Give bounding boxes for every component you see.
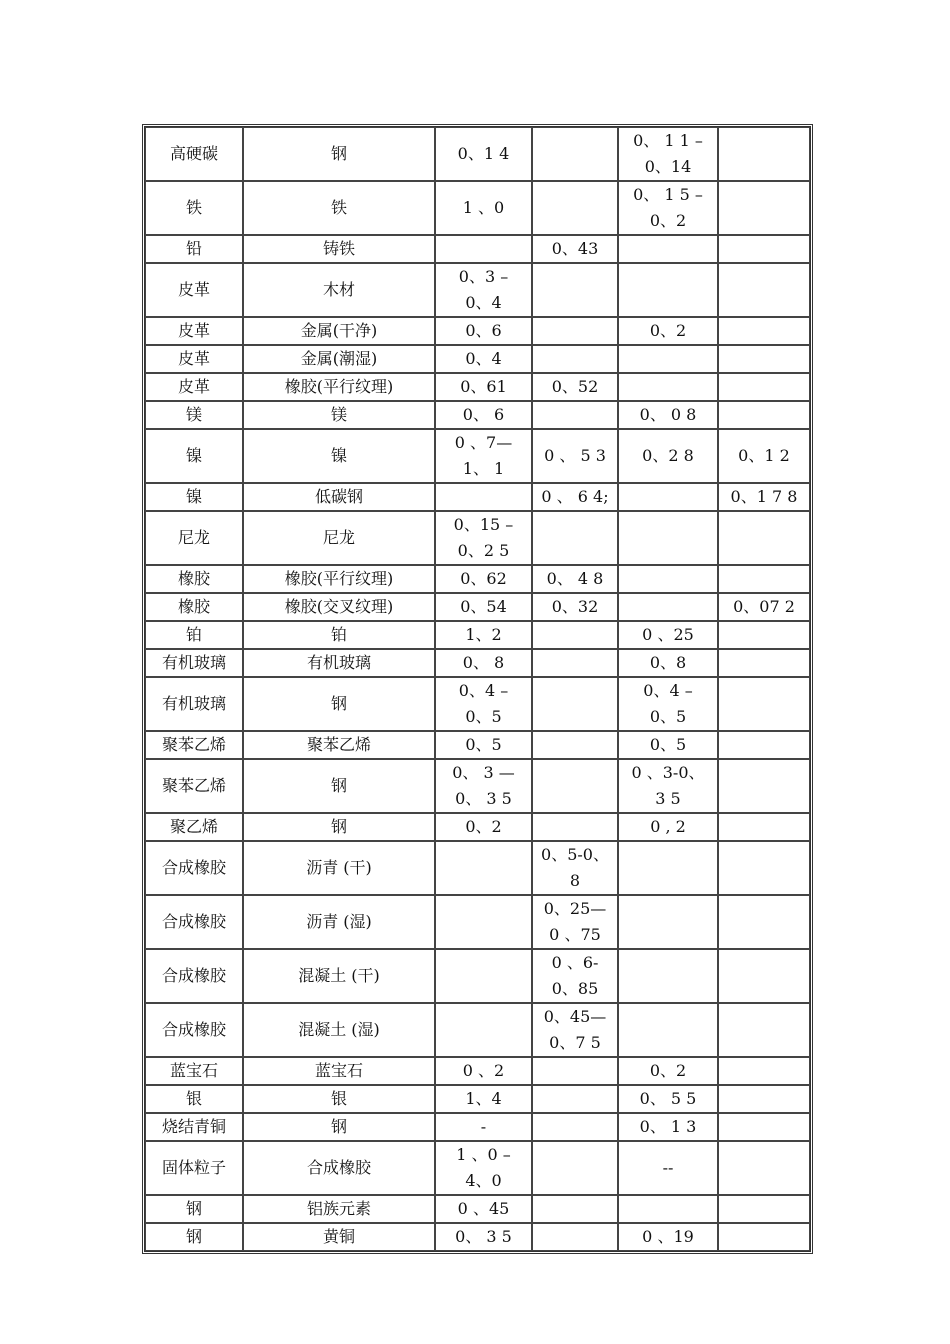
table-cell: 0、1 7 8 [718, 483, 810, 511]
table-cell [532, 1113, 618, 1141]
table-cell: 1、2 [435, 621, 532, 649]
table-cell [532, 1057, 618, 1085]
table-cell: 0 、2 [435, 1057, 532, 1085]
table-row [145, 759, 810, 813]
table-cell [618, 235, 718, 263]
table-cell: 0、43 [532, 235, 618, 263]
table-cell: 0、8 [618, 649, 718, 677]
table-cell: 0、54 [435, 593, 532, 621]
table-row [145, 1141, 810, 1195]
table-cell: 有机玻璃 [145, 649, 243, 677]
table-cell: 镁 [145, 401, 243, 429]
table-cell: 聚苯乙烯 [243, 731, 435, 759]
table-cell: 烧结青铜 [145, 1113, 243, 1141]
table-cell [718, 949, 810, 1003]
table-cell [618, 483, 718, 511]
friction-coefficient-table [142, 124, 813, 1254]
table-cell: 金属(潮湿) [243, 345, 435, 373]
table-cell [618, 373, 718, 401]
table-row [145, 317, 810, 345]
table-row [145, 1085, 810, 1113]
table-cell [718, 677, 810, 731]
table-cell: 铅 [145, 235, 243, 263]
table-cell: 铂 [243, 621, 435, 649]
table-row [145, 841, 810, 895]
table-cell [532, 317, 618, 345]
table-cell [618, 949, 718, 1003]
table-cell [718, 841, 810, 895]
table-cell [718, 895, 810, 949]
table-row [145, 813, 810, 841]
table-row [145, 895, 810, 949]
table-cell [435, 235, 532, 263]
table-cell: 0、61 [435, 373, 532, 401]
table-cell [718, 373, 810, 401]
table-row [145, 401, 810, 429]
table-cell [532, 731, 618, 759]
table-cell [532, 677, 618, 731]
table-cell: 钢 [243, 759, 435, 813]
table-cell [435, 841, 532, 895]
table-cell: 0 、 5 3 [532, 429, 618, 483]
table-body [145, 127, 810, 1251]
table-cell: 镍 [145, 483, 243, 511]
table-cell [718, 127, 810, 181]
table-cell: 1 、0 [435, 181, 532, 235]
table-cell [532, 1085, 618, 1113]
table-cell: 0 、3-0、 3 5 [618, 759, 718, 813]
table-cell: 0、 6 [435, 401, 532, 429]
table-cell [718, 181, 810, 235]
table-cell: 0、 8 [435, 649, 532, 677]
table-cell: 0、 5 5 [618, 1085, 718, 1113]
table-cell: 0 、 6 4; [532, 483, 618, 511]
table-cell: 0、 1 1 – 0、14 [618, 127, 718, 181]
table-cell: -- [618, 1141, 718, 1195]
table-cell: 金属(干净) [243, 317, 435, 345]
table-cell: 黄铜 [243, 1223, 435, 1251]
table-cell [718, 401, 810, 429]
table-cell: 0 、19 [618, 1223, 718, 1251]
table-cell: 银 [243, 1085, 435, 1113]
table-cell: 混凝土 (湿) [243, 1003, 435, 1057]
table-cell: 蓝宝石 [243, 1057, 435, 1085]
table-cell [532, 813, 618, 841]
table-row [145, 621, 810, 649]
table-cell: 皮革 [145, 345, 243, 373]
table-row [145, 345, 810, 373]
table-cell: 钢 [243, 813, 435, 841]
table-cell [435, 483, 532, 511]
table-cell: 固体粒子 [145, 1141, 243, 1195]
table-cell: 钢 [243, 677, 435, 731]
table-row [145, 1057, 810, 1085]
table-cell [618, 895, 718, 949]
table-cell: 尼龙 [145, 511, 243, 565]
table-row [145, 483, 810, 511]
table-row [145, 181, 810, 235]
table-cell: 高硬碳 [145, 127, 243, 181]
table-cell [718, 1113, 810, 1141]
table-row [145, 1223, 810, 1251]
table-row [145, 1003, 810, 1057]
table-cell [435, 1003, 532, 1057]
table-cell: 0、62 [435, 565, 532, 593]
table-cell: 1 、0 – 4、0 [435, 1141, 532, 1195]
table-cell [618, 263, 718, 317]
table-cell: 低碳钢 [243, 483, 435, 511]
table-cell: 聚苯乙烯 [145, 759, 243, 813]
table-cell: 铝族元素 [243, 1195, 435, 1223]
table-cell: 橡胶 [145, 565, 243, 593]
table-cell: 钢 [145, 1223, 243, 1251]
table-cell: 合成橡胶 [145, 1003, 243, 1057]
table-row [145, 429, 810, 483]
table-cell: 0、2 [435, 813, 532, 841]
table-cell: 0、 1 3 [618, 1113, 718, 1141]
table-row [145, 511, 810, 565]
table-row [145, 731, 810, 759]
table-cell [618, 841, 718, 895]
table-cell: 蓝宝石 [145, 1057, 243, 1085]
table-cell: 0 、45 [435, 1195, 532, 1223]
table-row [145, 593, 810, 621]
table-cell: 0、45— 0、7 5 [532, 1003, 618, 1057]
table-cell: 0、15 – 0、2 5 [435, 511, 532, 565]
table-row [145, 1113, 810, 1141]
table-cell [435, 949, 532, 1003]
table-cell: 聚乙烯 [145, 813, 243, 841]
table-cell [532, 759, 618, 813]
table-cell: 0、 3 5 [435, 1223, 532, 1251]
table-cell: - [435, 1113, 532, 1141]
table-cell: 聚苯乙烯 [145, 731, 243, 759]
table-cell: 银 [145, 1085, 243, 1113]
table-cell [718, 1085, 810, 1113]
table-cell: 皮革 [145, 373, 243, 401]
table-cell: 橡胶 [145, 593, 243, 621]
table-cell [718, 759, 810, 813]
table-cell: 木材 [243, 263, 435, 317]
table-cell: 铸铁 [243, 235, 435, 263]
table-cell [618, 1003, 718, 1057]
table-cell: 1、4 [435, 1085, 532, 1113]
table-cell: 钢 [243, 1113, 435, 1141]
table-cell [718, 1195, 810, 1223]
table-cell: 皮革 [145, 317, 243, 345]
table-cell: 0 、25 [618, 621, 718, 649]
table-row [145, 263, 810, 317]
table-cell [532, 1195, 618, 1223]
table-cell: 0、25— 0 、75 [532, 895, 618, 949]
table-cell [532, 511, 618, 565]
document-page [142, 124, 807, 1254]
table-cell [718, 813, 810, 841]
table-cell: 镁 [243, 401, 435, 429]
table-cell: 沥青 (湿) [243, 895, 435, 949]
table-row [145, 127, 810, 181]
table-cell: 有机玻璃 [243, 649, 435, 677]
table-cell: 尼龙 [243, 511, 435, 565]
table-cell: 钢 [145, 1195, 243, 1223]
table-cell: 0、32 [532, 593, 618, 621]
table-cell: 有机玻璃 [145, 677, 243, 731]
table-cell: 混凝土 (干) [243, 949, 435, 1003]
table-cell: 0、 3 — 0、 3 5 [435, 759, 532, 813]
table-cell: 0、5-0、8 [532, 841, 618, 895]
table-cell: 0 , 2 [618, 813, 718, 841]
table-cell [718, 1057, 810, 1085]
table-cell: 0、2 8 [618, 429, 718, 483]
table-cell [618, 593, 718, 621]
table-cell [718, 621, 810, 649]
table-row [145, 1195, 810, 1223]
table-cell [532, 181, 618, 235]
table-cell: 皮革 [145, 263, 243, 317]
table-cell: 镍 [145, 429, 243, 483]
table-cell: 合成橡胶 [145, 841, 243, 895]
table-cell: 0 、7— 1、 1 [435, 429, 532, 483]
table-cell [435, 895, 532, 949]
table-cell: 0、4 – 0、5 [435, 677, 532, 731]
table-cell [718, 1003, 810, 1057]
table-cell: 橡胶(交叉纹理) [243, 593, 435, 621]
table-cell: 0、07 2 [718, 593, 810, 621]
table-row [145, 565, 810, 593]
table-cell [718, 235, 810, 263]
table-cell [532, 401, 618, 429]
table-cell: 0 、6- 0、85 [532, 949, 618, 1003]
table-cell: 钢 [243, 127, 435, 181]
table-cell [532, 127, 618, 181]
table-cell: 0、5 [618, 731, 718, 759]
table-cell: 0、4 [435, 345, 532, 373]
table-cell: 橡胶(平行纹理) [243, 565, 435, 593]
table-cell [718, 649, 810, 677]
table-cell [718, 345, 810, 373]
table-cell: 0、2 [618, 1057, 718, 1085]
table-cell [718, 317, 810, 345]
table-cell: 铁 [145, 181, 243, 235]
table-cell: 0、 1 5 – 0、2 [618, 181, 718, 235]
table-cell: 0、2 [618, 317, 718, 345]
table-cell: 0、6 [435, 317, 532, 345]
table-cell: 合成橡胶 [145, 949, 243, 1003]
table-cell [532, 263, 618, 317]
table-cell [618, 1195, 718, 1223]
table-cell: 0、 4 8 [532, 565, 618, 593]
table-row [145, 677, 810, 731]
table-cell: 0、4 – 0、5 [618, 677, 718, 731]
table-cell [718, 511, 810, 565]
table-cell: 0、52 [532, 373, 618, 401]
table-cell [532, 649, 618, 677]
table-row [145, 949, 810, 1003]
table-cell [532, 621, 618, 649]
table-cell: 0、1 2 [718, 429, 810, 483]
table-cell: 镍 [243, 429, 435, 483]
table-cell [718, 263, 810, 317]
table-cell: 0、1 4 [435, 127, 532, 181]
table-cell: 铂 [145, 621, 243, 649]
table-cell [718, 731, 810, 759]
table-cell: 0、 0 8 [618, 401, 718, 429]
table-cell [718, 565, 810, 593]
table-cell: 橡胶(平行纹理) [243, 373, 435, 401]
table-row [145, 373, 810, 401]
table-row [145, 235, 810, 263]
table-cell: 0、5 [435, 731, 532, 759]
table-cell [532, 1223, 618, 1251]
table-cell [532, 1141, 618, 1195]
table-row [145, 649, 810, 677]
table-cell: 合成橡胶 [243, 1141, 435, 1195]
table-cell [618, 565, 718, 593]
table-cell [532, 345, 618, 373]
table-cell [718, 1223, 810, 1251]
table-cell: 合成橡胶 [145, 895, 243, 949]
table-cell [618, 345, 718, 373]
table-cell: 0、3 – 0、4 [435, 263, 532, 317]
table-cell: 铁 [243, 181, 435, 235]
table-cell: 沥青 (干) [243, 841, 435, 895]
table-cell [718, 1141, 810, 1195]
table-cell [618, 511, 718, 565]
